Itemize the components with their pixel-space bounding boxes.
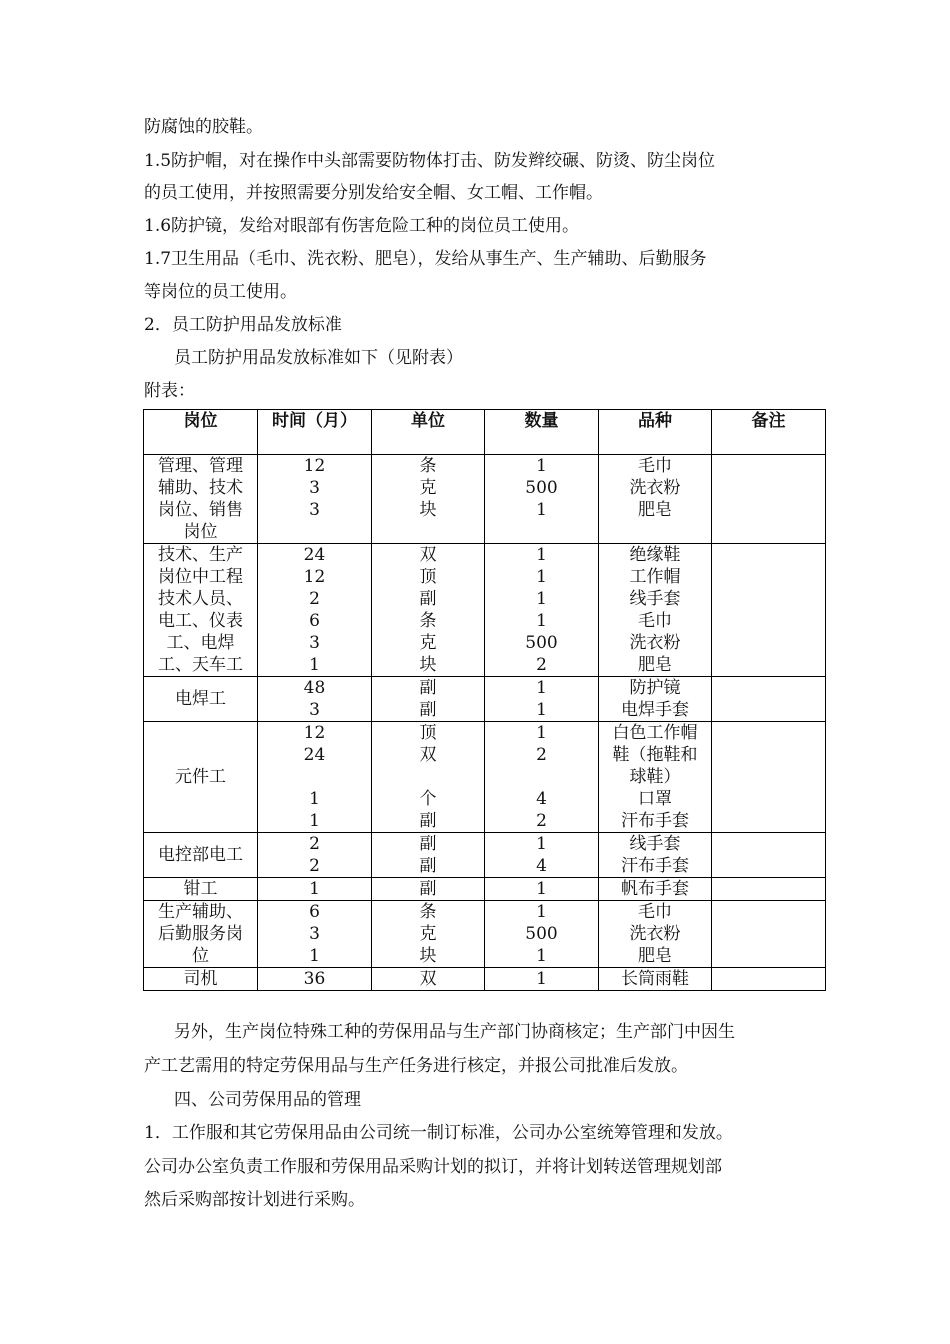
cell-months-line: 1 — [309, 811, 320, 831]
cell-quantity-line: 1 — [536, 879, 547, 899]
cell-unit-line: 条 — [419, 611, 437, 631]
cell-notes — [712, 455, 826, 544]
cell-unit-line: 个 — [419, 789, 437, 809]
cell-quantity-line — [485, 766, 598, 788]
table-row — [144, 901, 826, 968]
table-row — [144, 677, 826, 722]
cell-months-line: 48 — [303, 678, 326, 698]
cell-item-line: 肥皂 — [638, 655, 672, 675]
cell-post: 技术、生产岗位中工程技术人员、电工、仪表工、电焊工、天车工 — [144, 544, 258, 677]
text-line: 公司办公室负责工作服和劳保用品采购计划的拟订，并将计划转送管理规划部 — [144, 1157, 722, 1177]
header-post: 岗位 — [144, 410, 258, 455]
cell-unit-line: 顶 — [419, 723, 437, 743]
cell-unit-line — [372, 766, 484, 788]
cell-item-line: 肥皂 — [638, 500, 672, 520]
cell-months — [258, 968, 372, 991]
cell-post: 元件工 — [144, 722, 258, 833]
cell-item-line: 线手套 — [629, 834, 681, 854]
cell-notes — [712, 901, 826, 968]
cell-quantity — [485, 722, 599, 833]
table-row — [144, 833, 826, 878]
cell-months — [258, 833, 372, 878]
cell-notes — [712, 677, 826, 722]
cell-quantity-line: 1 — [536, 723, 547, 743]
cell-quantity-line: 4 — [536, 789, 547, 809]
cell-quantity-line: 1 — [536, 969, 547, 989]
cell-notes — [712, 968, 826, 991]
cell-quantity-line: 500 — [525, 924, 558, 944]
cell-notes — [712, 878, 826, 901]
cell-months-line: 3 — [309, 924, 320, 944]
cell-notes — [712, 722, 826, 833]
cell-quantity-line: 1 — [536, 902, 547, 922]
cell-months-line: 6 — [309, 611, 320, 631]
cell-item-line: 口罩 — [638, 789, 672, 809]
cell-unit — [372, 878, 485, 901]
cell-months — [258, 455, 372, 544]
table-row — [144, 722, 826, 833]
table-header-row — [144, 410, 826, 455]
cell-unit-line: 双 — [419, 745, 437, 765]
cell-item — [599, 677, 712, 722]
cell-months — [258, 878, 372, 901]
cell-quantity-line: 1 — [536, 611, 547, 631]
table-row — [144, 544, 826, 677]
cell-quantity-line: 1 — [536, 678, 547, 698]
cell-unit-line: 副 — [419, 678, 437, 698]
cell-months-line: 3 — [309, 500, 320, 520]
cell-notes — [712, 833, 826, 878]
cell-quantity-line: 4 — [536, 856, 547, 876]
cell-item-line: 线手套 — [629, 589, 681, 609]
cell-unit-line: 双 — [419, 545, 437, 565]
cell-months-line: 12 — [303, 723, 326, 743]
text-line: 1.6防护镜，发给对眼部有伤害危险工种的岗位员工使用。 — [144, 216, 580, 236]
cell-quantity-line: 2 — [536, 745, 547, 765]
cell-item-line: 汗布手套 — [621, 856, 689, 876]
cell-item-line: 毛巾 — [638, 611, 672, 631]
text-line: 另外，生产岗位特殊工种的劳保用品与生产部门协商核定；生产部门中因生 — [174, 1022, 735, 1042]
cell-item — [599, 833, 712, 878]
cell-months — [258, 544, 372, 677]
cell-item-line: 洗衣粉 — [629, 633, 681, 653]
cell-months-line: 1 — [309, 879, 320, 899]
cell-notes — [712, 544, 826, 677]
cell-item — [599, 968, 712, 991]
cell-quantity-line: 500 — [525, 478, 558, 498]
cell-item — [599, 901, 712, 968]
cell-post: 管理、管理辅助、技术岗位、销售岗位 — [144, 455, 258, 544]
cell-months-line — [258, 766, 371, 788]
cell-item-line: 毛巾 — [638, 456, 672, 476]
section-heading: 四、公司劳保用品的管理 — [174, 1090, 361, 1110]
cell-unit-line: 副 — [419, 589, 437, 609]
table-row — [144, 455, 826, 544]
cell-item — [599, 455, 712, 544]
cell-quantity-line: 1 — [536, 589, 547, 609]
cell-item-line: 汗布手套 — [621, 811, 689, 831]
cell-unit-line: 双 — [419, 969, 437, 989]
cell-item — [599, 878, 712, 901]
cell-unit-line: 块 — [419, 655, 437, 675]
cell-months-line: 24 — [303, 745, 326, 765]
table-caption: 附表： — [144, 381, 195, 401]
cell-item-line: 洗衣粉 — [629, 478, 681, 498]
section-heading: 2．员工防护用品发放标准 — [144, 315, 342, 335]
cell-quantity-line: 1 — [536, 946, 547, 966]
cell-unit — [372, 722, 485, 833]
cell-quantity — [485, 968, 599, 991]
cell-post: 生产辅助、后勤服务岗位 — [144, 901, 258, 968]
cell-unit — [372, 677, 485, 722]
cell-quantity — [485, 455, 599, 544]
cell-unit — [372, 901, 485, 968]
standards-table — [143, 409, 825, 991]
cell-months-line: 2 — [309, 589, 320, 609]
text-line: 产工艺需用的特定劳保用品与生产任务进行核定，并报公司批准后发放。 — [144, 1056, 688, 1076]
cell-quantity-line: 1 — [536, 700, 547, 720]
table-row — [144, 968, 826, 991]
cell-item-line: 球鞋） — [629, 767, 681, 787]
cell-months — [258, 677, 372, 722]
text-line: 防腐蚀的胶鞋。 — [144, 117, 263, 137]
cell-months-line: 2 — [309, 856, 320, 876]
cell-item-line: 肥皂 — [638, 946, 672, 966]
cell-months-line: 3 — [309, 633, 320, 653]
cell-unit-line: 副 — [419, 811, 437, 831]
cell-post: 电焊工 — [144, 677, 258, 722]
table-row — [144, 878, 826, 901]
cell-quantity-line: 1 — [536, 834, 547, 854]
cell-unit-line: 副 — [419, 879, 437, 899]
cell-unit-line: 副 — [419, 700, 437, 720]
text-line: 然后采购部按计划进行采购。 — [144, 1190, 365, 1210]
cell-months-line: 12 — [303, 456, 326, 476]
cell-unit-line: 克 — [419, 924, 437, 944]
header-months: 时间（月） — [258, 410, 372, 455]
cell-post: 钳工 — [144, 878, 258, 901]
text-line: 员工防护用品发放标准如下（见附表） — [174, 348, 463, 368]
cell-unit-line: 顶 — [419, 567, 437, 587]
cell-quantity — [485, 544, 599, 677]
cell-unit-line: 副 — [419, 856, 437, 876]
cell-unit-line: 克 — [419, 633, 437, 653]
cell-unit-line: 块 — [419, 946, 437, 966]
cell-months-line: 3 — [309, 478, 320, 498]
cell-quantity — [485, 878, 599, 901]
cell-item-line: 长筒雨鞋 — [621, 969, 689, 989]
cell-months-line: 12 — [303, 567, 326, 587]
cell-unit-line: 副 — [419, 834, 437, 854]
cell-unit-line: 条 — [419, 456, 437, 476]
text-line: 1.5防护帽，对在操作中头部需要防物体打击、防发辫绞碾、防烫、防尘岗位 — [144, 151, 716, 171]
cell-quantity-line: 1 — [536, 456, 547, 476]
cell-post: 电控部电工 — [144, 833, 258, 878]
cell-unit — [372, 968, 485, 991]
cell-months-line: 1 — [309, 789, 320, 809]
cell-item-line: 鞋（拖鞋和 — [612, 745, 698, 765]
cell-months-line: 1 — [309, 655, 320, 675]
cell-months-line: 24 — [303, 545, 326, 565]
cell-quantity-line: 1 — [536, 545, 547, 565]
cell-item-line: 白色工作帽 — [612, 723, 698, 743]
cell-item-line: 电焊手套 — [621, 700, 689, 720]
cell-unit-line: 克 — [419, 478, 437, 498]
cell-quantity — [485, 901, 599, 968]
text-line: 1.7卫生用品（毛巾、洗衣粉、肥皂），发给从事生产、生产辅助、后勤服务 — [144, 249, 707, 269]
text-line: 1．工作服和其它劳保用品由公司统一制订标准，公司办公室统筹管理和发放。 — [144, 1123, 733, 1143]
cell-months-line: 2 — [309, 834, 320, 854]
cell-quantity-line: 1 — [536, 567, 547, 587]
cell-unit-line: 块 — [419, 500, 437, 520]
cell-quantity-line: 1 — [536, 500, 547, 520]
cell-months-line: 36 — [303, 969, 326, 989]
cell-months-line: 6 — [309, 902, 320, 922]
text-line: 等岗位的员工使用。 — [144, 282, 297, 302]
cell-item — [599, 722, 712, 833]
cell-post: 司机 — [144, 968, 258, 991]
cell-unit — [372, 833, 485, 878]
cell-item-line: 洗衣粉 — [629, 924, 681, 944]
cell-item-line: 帆布手套 — [621, 879, 689, 899]
cell-quantity — [485, 677, 599, 722]
cell-unit — [372, 544, 485, 677]
cell-item-line: 毛巾 — [638, 902, 672, 922]
cell-item-line: 工作帽 — [629, 567, 681, 587]
cell-quantity-line: 2 — [536, 811, 547, 831]
cell-quantity-line: 2 — [536, 655, 547, 675]
cell-quantity-line: 500 — [525, 633, 558, 653]
cell-unit-line: 条 — [419, 902, 437, 922]
header-unit: 单位 — [372, 410, 485, 455]
cell-quantity — [485, 833, 599, 878]
header-quantity: 数量 — [485, 410, 599, 455]
cell-item-line: 防护镜 — [629, 678, 681, 698]
cell-months-line: 1 — [309, 946, 320, 966]
text-line: 的员工使用，并按照需要分别发给安全帽、女工帽、工作帽。 — [144, 183, 603, 203]
header-notes: 备注 — [712, 410, 826, 455]
cell-item — [599, 544, 712, 677]
cell-unit — [372, 455, 485, 544]
cell-months — [258, 722, 372, 833]
cell-months-line: 3 — [309, 700, 320, 720]
header-item: 品种 — [599, 410, 712, 455]
cell-months — [258, 901, 372, 968]
cell-item-line: 绝缘鞋 — [629, 545, 681, 565]
